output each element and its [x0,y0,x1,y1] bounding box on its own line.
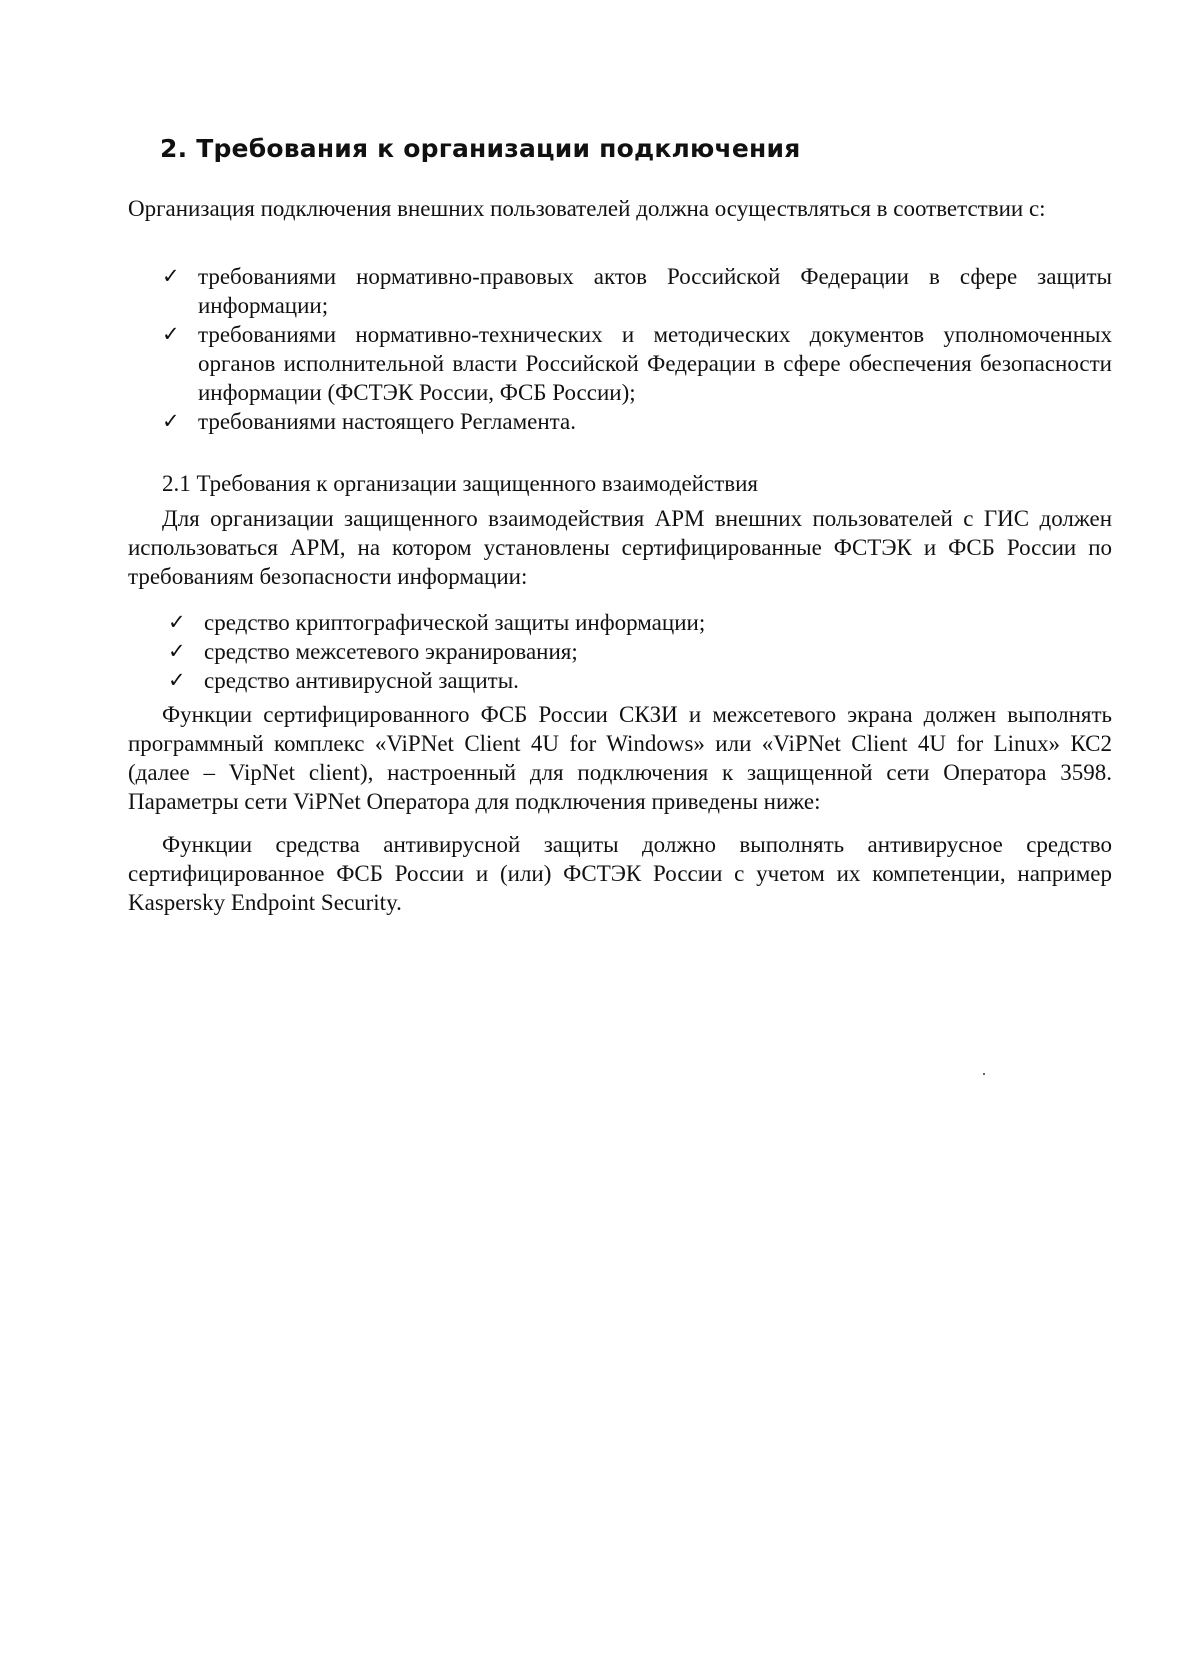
paragraph-vipnet: Функции сертифицированного ФСБ России СКЗИ и межсетевого экрана должен выполнять программный комплекс «ViPNet Client 4U for Windows» или «ViPNet Client 4U for Linux» КС2 (далее – VipNet client), настроенный для подключения к защищенной сети Оператора 3598. Параметры сети ViPNet Оператора для подключения приведены ниже: [128,702,1112,814]
scan-speck [983,1073,985,1075]
intro-paragraph: Организация подключения внешних пользователей должна осуществляться в соответствии с: [128,196,1046,221]
list-item-text: средство антивирусной защиты. [204,668,519,693]
list-item-text: требованиями настоящего Регламента. [198,409,576,434]
checkmark-icon: ✓ [168,610,186,634]
checkmark-icon: ✓ [162,264,180,288]
list-item-text: требованиями нормативно-технических и методических документов уполномоченных органов исполнительной власти Российской Федерации в сфере обеспечения безопасности информации (ФСТЭК России, ФСБ России); [198,322,1112,405]
checkmark-icon: ✓ [168,639,186,663]
subsection-heading: 2.1 Требования к организации защищенного взаимодействия [162,471,758,496]
list-item [168,666,1112,695]
section-heading: 2. Требования к организации подключения [160,134,801,163]
list-item [168,637,1112,666]
list-item [168,608,1112,637]
list-item [162,262,1112,320]
checkmark-icon: ✓ [168,668,186,692]
list-item [162,320,1112,407]
requirements-list [162,262,1112,436]
tools-list [168,608,1112,695]
paragraph-antivirus: Функции средства антивирусной защиты должно выполнять антивирусное средство сертифицированное ФСБ России и (или) ФСТЭК России с учетом их компетенции, например Kaspersky Endpoint Security. [128,832,1112,915]
checkmark-icon: ✓ [162,322,180,346]
list-item-text: средство криптографической защиты информации; [204,610,706,635]
list-item-text: требованиями нормативно-правовых актов Российской Федерации в сфере защиты информации; [198,264,1112,318]
list-item [162,407,1112,436]
paragraph-arm-requirements: Для организации защищенного взаимодействия АРМ внешних пользователей с ГИС должен использоваться АРМ, на котором установлены сертифицированные ФСТЭК и ФСБ России по требованиям безопасности информации: [128,506,1112,589]
checkmark-icon: ✓ [162,409,180,433]
list-item-text: средство межсетевого экранирования; [204,639,578,664]
